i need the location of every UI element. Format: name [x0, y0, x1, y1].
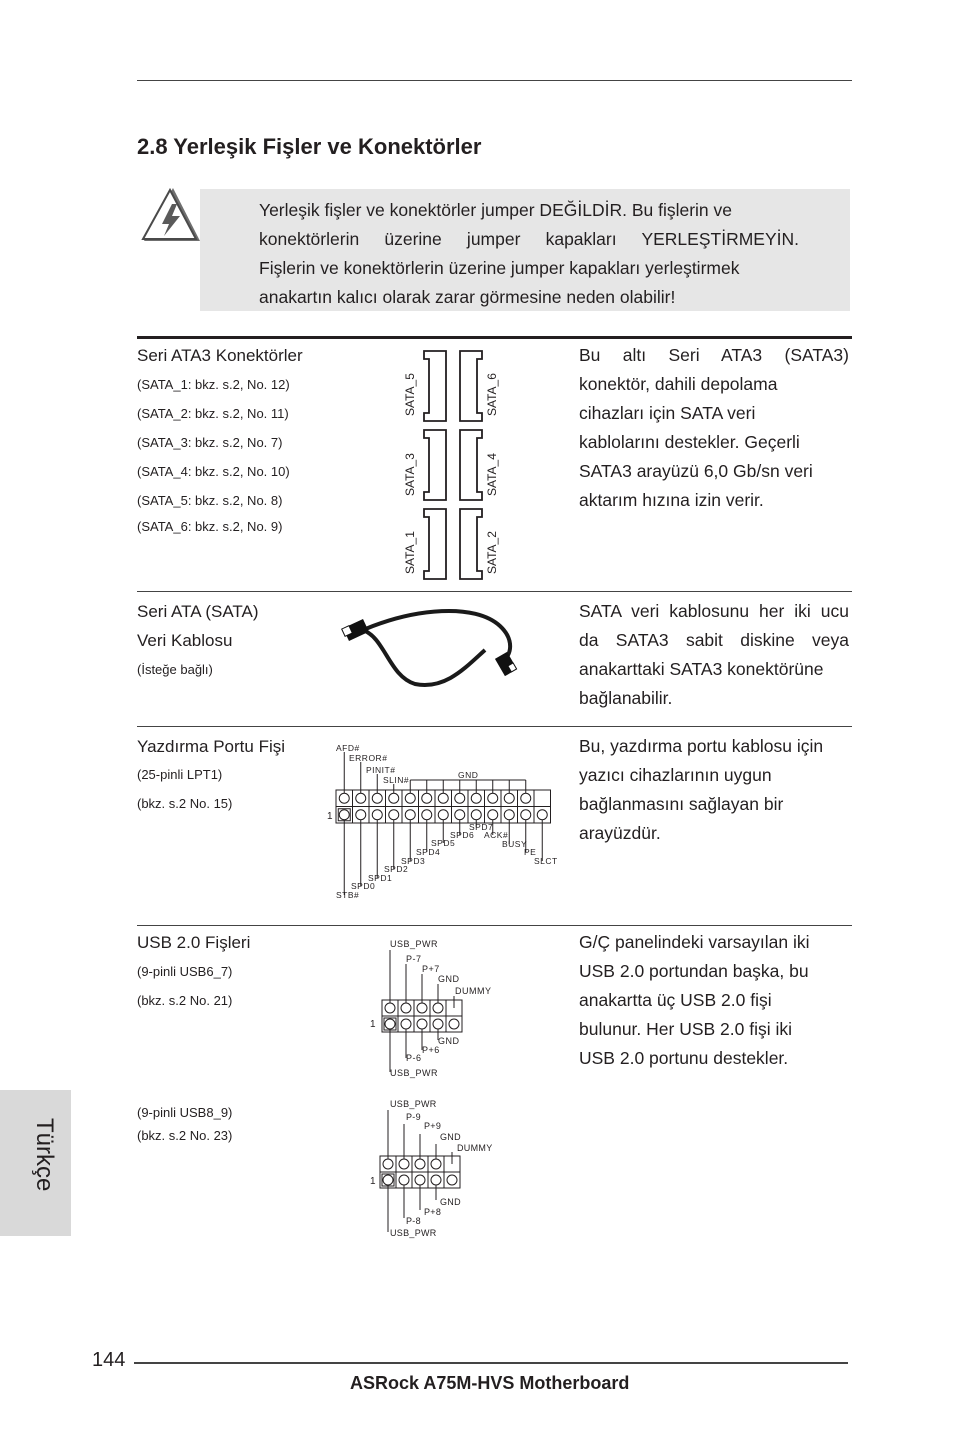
lpt-ack-label: ACK# [484, 830, 509, 840]
desc-line: bağlanabilir. [579, 688, 673, 708]
usb89-gnd-top-label: GND [440, 1132, 461, 1142]
lpt-busy-label: BUSY [502, 839, 528, 849]
desc-line: aktarım hızına izin verir. [579, 490, 764, 510]
usb89-pminus-top-label: P-9 [406, 1112, 421, 1122]
sata3-description [579, 341, 849, 515]
usb67-gnd-top-label: GND [438, 974, 460, 984]
top-rule [137, 80, 852, 81]
usb-pin [383, 1159, 393, 1169]
warning-text [259, 196, 799, 312]
printer-ref: (bkz. s.2 No. 15) [137, 796, 233, 811]
lpt-pin [438, 810, 448, 820]
usb-pin [431, 1159, 441, 1169]
lpt-gnd-label: GND [458, 770, 479, 780]
usb89-pwr-bot-label: USB_PWR [390, 1228, 437, 1238]
warning-line: anakartın kalıcı olarak zarar görmesine neden olabilir! [259, 287, 676, 307]
usb-pin [415, 1159, 425, 1169]
usb67-pminus-top-label: P-7 [406, 954, 422, 964]
desc-line: yazıcı cihazlarının uygun [579, 765, 772, 785]
lpt-pin [389, 793, 399, 803]
desc-line: G/Ç panelindeki varsayılan iki [579, 932, 810, 952]
usb89-ref: (bkz. s.2 No. 23) [137, 1128, 233, 1143]
desc-line: Bu, yazdırma portu kablosu için [579, 736, 824, 756]
desc-line: SATA3 arayüzü 6,0 Gb/sn veri [579, 461, 813, 481]
sata-cable-header: Seri ATA (SATA) [137, 602, 259, 621]
usb67-pplus-top-label: P+7 [422, 964, 440, 974]
lpt-spd0-label: SPD0 [351, 881, 376, 891]
usb-pin [401, 1003, 411, 1013]
lpt-pin [339, 793, 349, 803]
usb67-dummy-label: DUMMY [455, 986, 492, 996]
warning-line: Fişlerin ve konektörlerin üzerine jumper kapakları yerleştirmek [259, 258, 740, 278]
lpt-afd-label: AFD# [336, 743, 360, 753]
usb67-pminus-bot-label: P-6 [406, 1053, 422, 1063]
lpt-spd6-label: SPD6 [450, 830, 475, 840]
sata3-ref: (SATA_4: bkz. s.2, No. 10) [137, 464, 290, 479]
sata3-header: Seri ATA3 Konektörler [137, 346, 303, 365]
usb89-pplus-top-label: P+9 [424, 1121, 442, 1131]
lpt-spd1-label: SPD1 [368, 873, 393, 883]
usb67-ref: (bkz. s.2 No. 21) [137, 993, 233, 1008]
lpt-pin [356, 810, 366, 820]
usb67-pplus-bot-label: P+6 [422, 1045, 440, 1055]
lpt-spd4-label: SPD4 [416, 847, 441, 857]
desc-line: Bu altı Seri ATA3 (SATA3) [579, 345, 849, 365]
usb89-dummy-label: DUMMY [457, 1143, 493, 1153]
lpt-pin [438, 793, 448, 803]
sata5-label: SATA_5 [403, 373, 417, 416]
sata1-label: SATA_1 [403, 531, 417, 574]
usb-pin [383, 1175, 393, 1185]
usb-pin [433, 1003, 443, 1013]
lpt-pin [372, 810, 382, 820]
desc-line: da SATA3 sabit diskine veya [579, 630, 849, 650]
sata-cable-description [579, 597, 849, 713]
sata-cable-optional: (İsteğe bağlı) [137, 662, 213, 677]
usb-pin [417, 1003, 427, 1013]
lpt-pin [521, 793, 531, 803]
sata3-ref: (SATA_2: bkz. s.2, No. 11) [137, 406, 289, 421]
sata3-label: SATA_3 [403, 453, 417, 496]
sata3-ref: (SATA_6: bkz. s.2, No. 9) [137, 519, 283, 534]
side-tab-label: Türkçe [31, 1118, 58, 1192]
usb-pin [385, 1019, 395, 1029]
lpt-error-label: ERROR# [349, 753, 388, 763]
sata-cable-header-line2: Veri Kablosu [137, 631, 233, 650]
usb67-gnd-bot-label: GND [438, 1036, 460, 1046]
lpt-pin [537, 810, 547, 820]
sata-cable-image [335, 598, 535, 698]
lpt-stb-label: STB# [336, 890, 360, 900]
language-side-tab [0, 1090, 71, 1236]
usb-pin [449, 1019, 459, 1029]
usb-pin-square [382, 1174, 394, 1186]
usb-pin [431, 1175, 441, 1185]
printer-sub: (25-pinli LPT1) [137, 767, 223, 782]
lpt-header-diagram [326, 740, 562, 910]
lpt-pin [405, 810, 415, 820]
usb67-sub: (9-pinli USB6_7) [137, 964, 233, 979]
lpt-pin1-label: 1 [327, 811, 334, 822]
usb89-header-diagram [366, 1096, 506, 1247]
lpt-pinit-label: PINIT# [366, 765, 396, 775]
warning-line: Yerleşik fişler ve konektörler jumper DEĞİLDİR. Bu fişlerin ve [259, 200, 732, 220]
section-title: 2.8 Yerleşik Fişler ve Konektörler [137, 134, 482, 159]
sata4-label: SATA_4 [485, 453, 499, 496]
lpt-pin [455, 793, 465, 803]
printer-header: Yazdırma Portu Fişi [137, 737, 286, 756]
lpt-pin [455, 810, 465, 820]
thick-rule [137, 336, 852, 339]
desc-line: SATA veri kablosunu her iki ucu [579, 601, 849, 621]
desc-line: bulunur. Her USB 2.0 fişi iki [579, 1019, 793, 1039]
lpt-pin [521, 810, 531, 820]
usb-pin [417, 1019, 427, 1029]
usb89-pwr-top-label: USB_PWR [390, 1099, 437, 1109]
usb-pin [399, 1159, 409, 1169]
desc-line: cihazları için SATA veri [579, 403, 756, 423]
desc-line: anakartta üç USB 2.0 fişi [579, 990, 772, 1010]
lpt-slin-label: SLIN# [383, 775, 410, 785]
lpt-spd2-label: SPD2 [384, 864, 409, 874]
lpt-pin-square [338, 809, 350, 821]
divider [137, 925, 852, 926]
sata3-ref: (SATA_5: bkz. s.2, No. 8) [137, 493, 283, 508]
usb-pin [433, 1019, 443, 1029]
lpt-spd3-label: SPD3 [401, 856, 426, 866]
lpt-spd7-label: SPD7 [469, 822, 494, 832]
sata-connectors-diagram [398, 348, 508, 588]
warning-line: konektörlerin üzerine jumper kapakları YERLEŞTİRMEYİN. [259, 229, 799, 249]
lpt-slct-label: SLCT [534, 856, 558, 866]
lpt-pin [422, 793, 432, 803]
desc-line: USB 2.0 portunu destekler. [579, 1048, 789, 1068]
usb-pin [401, 1019, 411, 1029]
page-number: 144 [92, 1349, 126, 1371]
lpt-pin [471, 793, 481, 803]
lpt-pin [422, 810, 432, 820]
lpt-pin [356, 793, 366, 803]
usb-pin-square [384, 1018, 396, 1030]
desc-line: bağlanmasını sağlayan bir [579, 794, 784, 814]
warning-triangle-icon [140, 184, 202, 251]
lpt-pin [488, 810, 498, 820]
sata3-ref: (SATA_3: bkz. s.2, No. 7) [137, 435, 283, 450]
desc-line: anakarttaki SATA3 konektörüne [579, 659, 824, 679]
lpt-pin [471, 810, 481, 820]
usb-description [579, 928, 849, 1073]
desc-line: konektör, dahili depolama [579, 374, 778, 394]
lpt-pin [372, 793, 382, 803]
sata6-label: SATA_6 [485, 373, 499, 416]
usb67-header-diagram [366, 936, 506, 1087]
printer-description [579, 732, 849, 848]
divider [137, 726, 852, 727]
usb89-pplus-bot-label: P+8 [424, 1207, 442, 1217]
usb-pin [415, 1175, 425, 1185]
lpt-pin [504, 793, 514, 803]
lpt-pe-label: PE [524, 847, 537, 857]
usb89-pminus-bot-label: P-8 [406, 1216, 421, 1226]
desc-line: arayüzdür. [579, 823, 661, 843]
footer-rule [134, 1362, 848, 1364]
usb-pin [399, 1175, 409, 1185]
desc-line: kablolarını destekler. Geçerli [579, 432, 800, 452]
usb67-pwr-top-label: USB_PWR [390, 939, 439, 949]
usb-pin [385, 1003, 395, 1013]
divider [137, 591, 852, 592]
lpt-pin [405, 793, 415, 803]
lpt-pin [389, 810, 399, 820]
usb67-pin1-label: 1 [370, 1019, 377, 1030]
footer-title: ASRock A75M-HVS Motherboard [350, 1373, 630, 1393]
sata3-ref: (SATA_1: bkz. s.2, No. 12) [137, 377, 290, 392]
usb89-gnd-bot-label: GND [440, 1197, 461, 1207]
usb89-pin1-label: 1 [370, 1176, 376, 1187]
lpt-pin [339, 810, 349, 820]
sata2-label: SATA_2 [485, 531, 499, 574]
lpt-pin [488, 793, 498, 803]
lpt-spd5-label: SPD5 [431, 838, 456, 848]
desc-line: USB 2.0 portundan başka, bu [579, 961, 809, 981]
lpt-pin [504, 810, 514, 820]
usb-header: USB 2.0 Fişleri [137, 933, 251, 952]
usb89-sub: (9-pinli USB8_9) [137, 1105, 233, 1120]
usb-pin [447, 1175, 457, 1185]
usb67-pwr-bot-label: USB_PWR [390, 1068, 439, 1078]
